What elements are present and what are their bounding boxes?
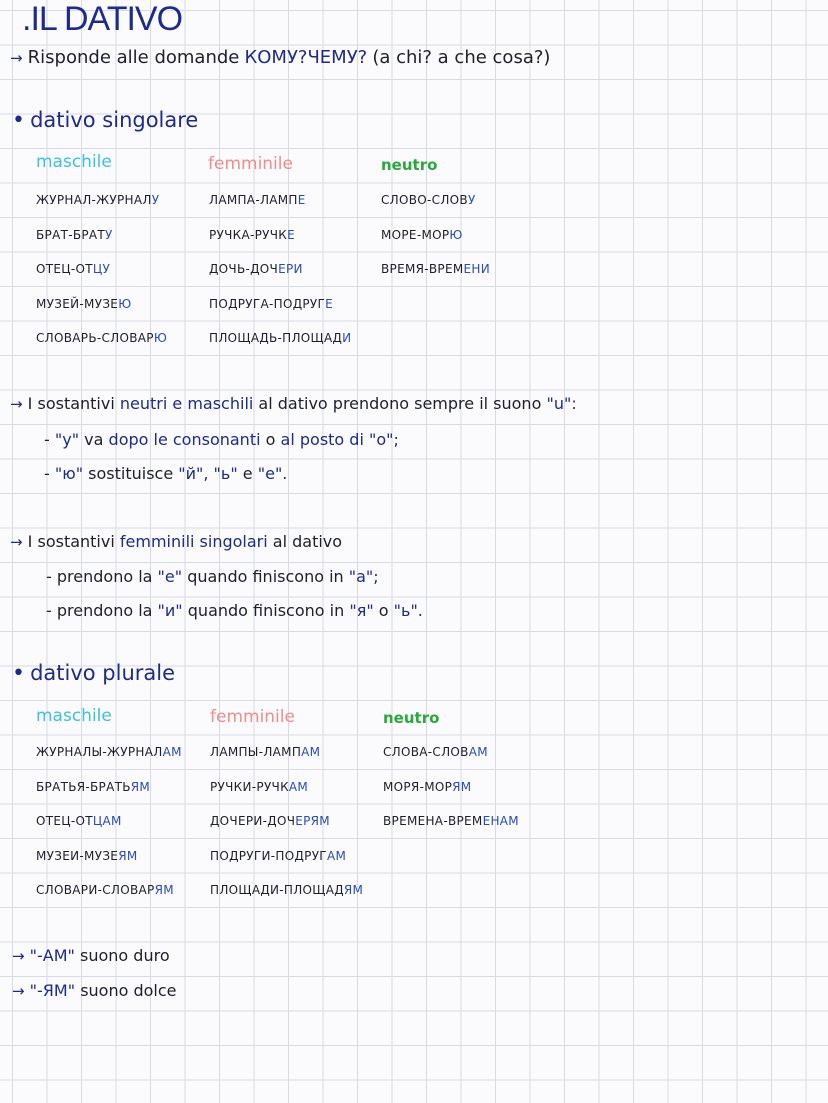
word-stem: ВРЕМЕНА-ВРЕМ: [383, 814, 483, 828]
rule1-sub1-text: o: [265, 430, 276, 449]
word-ending: АМ: [288, 779, 309, 794]
word-pair: [36, 745, 182, 759]
word-ending: ЯМ: [118, 848, 138, 863]
rule1-sound: "u":: [546, 394, 577, 413]
word-stem: ПОДРУГИ-ПОДРУГ: [210, 848, 327, 863]
intro-text: Risponde alle domande: [27, 47, 240, 68]
word-pair: [210, 849, 346, 863]
word-ending: Ю: [118, 296, 132, 311]
rule1-sub2-letter: "й", "ь": [178, 464, 238, 483]
word-stem: ЛАМПА-ЛАМП: [209, 193, 298, 207]
word-ending: ЯМ: [452, 779, 472, 794]
arrow-icon: →: [10, 49, 23, 67]
word-ending: И: [342, 331, 352, 345]
word-stem: БРАТ-БРАТ: [36, 227, 106, 242]
note-ending: "-АМ": [29, 946, 75, 965]
rule1-sub2: [44, 464, 287, 483]
arrow-icon: →: [12, 982, 25, 1000]
word-stem: БРАТЬЯ-БРАТЬ: [36, 779, 131, 794]
word-pair: [209, 262, 303, 276]
arrow-icon: →: [10, 533, 23, 551]
plural-header-masculine: maschile: [36, 706, 112, 726]
word-stem: СЛОВАРЬ-СЛОВАР: [36, 331, 154, 345]
rule2-sub1-text: quando finiscono in: [187, 567, 344, 586]
word-stem: ЖУРНАЛ-ЖУРНАЛ: [36, 193, 152, 207]
word-stem: МОРЯ-МОР: [383, 779, 453, 794]
word-stem: ПЛОЩАДЬ-ПЛОЩАД: [209, 331, 343, 345]
plural-heading: [12, 661, 175, 686]
word-pair: [383, 780, 471, 794]
rule1-sub1-text: va: [84, 430, 104, 449]
word-ending: ЦАМ: [92, 814, 122, 828]
rule2-sub1: [46, 567, 379, 586]
word-pair: [36, 262, 110, 276]
rule2-sub2-text: prendono la: [56, 601, 153, 620]
word-ending: ЕРЯМ: [295, 814, 330, 828]
word-stem: МУЗЕИ-МУЗЕ: [36, 848, 119, 863]
word-stem: ПОДРУГА-ПОДРУГ: [209, 296, 326, 311]
word-ending: ЯМ: [343, 883, 364, 897]
word-ending: ЕРИ: [278, 262, 303, 276]
word-ending: Е: [297, 193, 306, 207]
word-ending: У: [467, 193, 476, 207]
arrow-icon: →: [12, 947, 25, 965]
word-pair: [209, 331, 351, 345]
word-ending: У: [105, 227, 113, 242]
rule1-sub1-letter: "у": [54, 430, 80, 449]
rule2-sub1-letter: "е": [157, 567, 183, 586]
rule2-highlight: femminili singolari: [119, 532, 268, 551]
rule1-sub1-text: dopo le consonanti: [108, 430, 261, 449]
rule2-sub1-letter: "а";: [348, 567, 379, 586]
rule2-sub2-letter: "я": [349, 601, 374, 620]
word-pair: [36, 331, 167, 345]
word-pair: [210, 883, 363, 897]
singular-heading: [12, 108, 198, 133]
word-ending: Ю: [153, 331, 168, 345]
word-stem: ПЛОЩАДИ-ПЛОЩАД: [210, 883, 344, 897]
word-pair: [36, 780, 150, 794]
dash: -: [44, 464, 50, 483]
rule1-highlight: neutri e maschili: [119, 394, 254, 413]
word-ending: Е: [287, 227, 296, 242]
word-pair: [210, 780, 308, 794]
word-pair: [381, 262, 490, 276]
rule1-text: al dativo prendono sempre il suono: [258, 394, 542, 413]
note-text: suono dolce: [80, 981, 177, 1000]
bullet-icon: •: [12, 108, 25, 133]
word-stem: ДОЧЬ-ДОЧ: [209, 262, 279, 276]
rule2-sub2-letter: "и": [157, 601, 183, 620]
rule1-sub2-text: e: [242, 464, 253, 483]
word-pair: [210, 814, 330, 828]
word-pair: [381, 228, 463, 242]
word-ending: ЯМ: [154, 883, 174, 897]
rule1-sub1: [44, 430, 399, 449]
word-pair: [36, 883, 174, 897]
word-ending: ЦУ: [92, 262, 111, 276]
word-stem: МУЗЕЙ-МУЗЕ: [36, 296, 119, 311]
rule2-sub2-letter: "ь".: [393, 601, 423, 620]
rule1-sub1-text: al posto di: [280, 430, 364, 449]
dash: -: [44, 430, 50, 449]
word-pair: [383, 745, 488, 759]
word-stem: ЖУРНАЛЫ-ЖУРНАЛ: [36, 745, 163, 759]
word-stem: РУЧКИ-РУЧК: [210, 779, 289, 794]
singular-header-neuter: neutro: [381, 156, 438, 174]
arrow-icon: →: [10, 395, 23, 413]
word-stem: ДОЧЕРИ-ДОЧ: [210, 814, 296, 828]
word-stem: ЛАМПЫ-ЛАМП: [210, 745, 302, 759]
word-pair: [210, 745, 320, 759]
dash: -: [46, 601, 52, 620]
word-pair: [36, 228, 113, 242]
word-stem: РУЧКА-РУЧК: [209, 227, 288, 242]
word-stem: ОТЕЦ-ОТ: [36, 262, 93, 276]
word-ending: У: [151, 193, 160, 207]
bullet-icon: •: [12, 661, 25, 686]
rule1-sub2-text: sostituisce: [88, 464, 174, 483]
note-text: suono duro: [80, 946, 170, 965]
word-ending: Е: [325, 296, 334, 311]
word-pair: [209, 193, 306, 207]
rule2-text: al dativo: [272, 532, 343, 551]
word-ending: АМ: [326, 848, 347, 863]
word-ending: АМ: [301, 745, 321, 759]
word-pair: [381, 193, 476, 207]
word-ending: ЕНИ: [463, 262, 490, 276]
note-soft: [12, 981, 177, 1000]
word-stem: СЛОВАРИ-СЛОВАР: [36, 883, 155, 897]
plural-header-neuter: neutro: [383, 709, 440, 727]
rule2-sub2: [46, 601, 423, 620]
rule1-sub2-letter: "е".: [257, 464, 288, 483]
rule1-sub1-letter: "о";: [369, 430, 399, 449]
singular-header-feminine: femminile: [208, 154, 293, 174]
rule2-line: [10, 532, 342, 551]
rule2-sub1-text: prendono la: [56, 567, 153, 586]
plural-header-feminine: femminile: [210, 707, 295, 727]
singular-heading-text: dativo singolare: [30, 108, 199, 132]
dash: -: [46, 567, 52, 586]
intro-question-it: (a chi? a che cosa?): [372, 47, 551, 68]
word-stem: ВРЕМЯ-ВРЕМ: [381, 262, 464, 276]
word-pair: [383, 814, 519, 828]
intro-question-ru: КОМУ?ЧЕМУ?: [244, 47, 368, 68]
word-ending: АМ: [162, 745, 182, 759]
word-pair: [209, 228, 295, 242]
note-ending: "-ЯМ": [29, 981, 76, 1000]
word-pair: [36, 297, 131, 311]
singular-header-masculine: maschile: [36, 152, 112, 172]
word-pair: [209, 297, 333, 311]
word-ending: Ю: [449, 227, 463, 242]
plural-heading-text: dativo plurale: [30, 661, 176, 685]
rule2-sub2-text: o: [378, 601, 389, 620]
rule1-line: [10, 394, 577, 413]
word-pair: [36, 849, 138, 863]
word-stem: СЛОВО-СЛОВ: [381, 193, 468, 207]
word-ending: ЯМ: [130, 779, 151, 794]
word-pair: [36, 814, 122, 828]
rule2-text: I sostantivi: [27, 532, 115, 551]
rule1-sub2-letter: "ю": [54, 464, 84, 483]
note-hard: [12, 946, 170, 965]
rule2-sub2-text: quando finiscono in: [187, 601, 345, 620]
word-stem: МОРЕ-МОР: [381, 227, 450, 242]
page-title: .IL DATIVO: [22, 0, 183, 38]
rule1-text: I sostantivi: [27, 394, 115, 413]
word-stem: ОТЕЦ-ОТ: [36, 814, 93, 828]
intro-line: [10, 47, 550, 68]
word-ending: ЕНАМ: [482, 814, 519, 828]
word-pair: [36, 193, 159, 207]
word-stem: СЛОВА-СЛОВ: [383, 745, 469, 759]
word-ending: АМ: [468, 745, 488, 759]
